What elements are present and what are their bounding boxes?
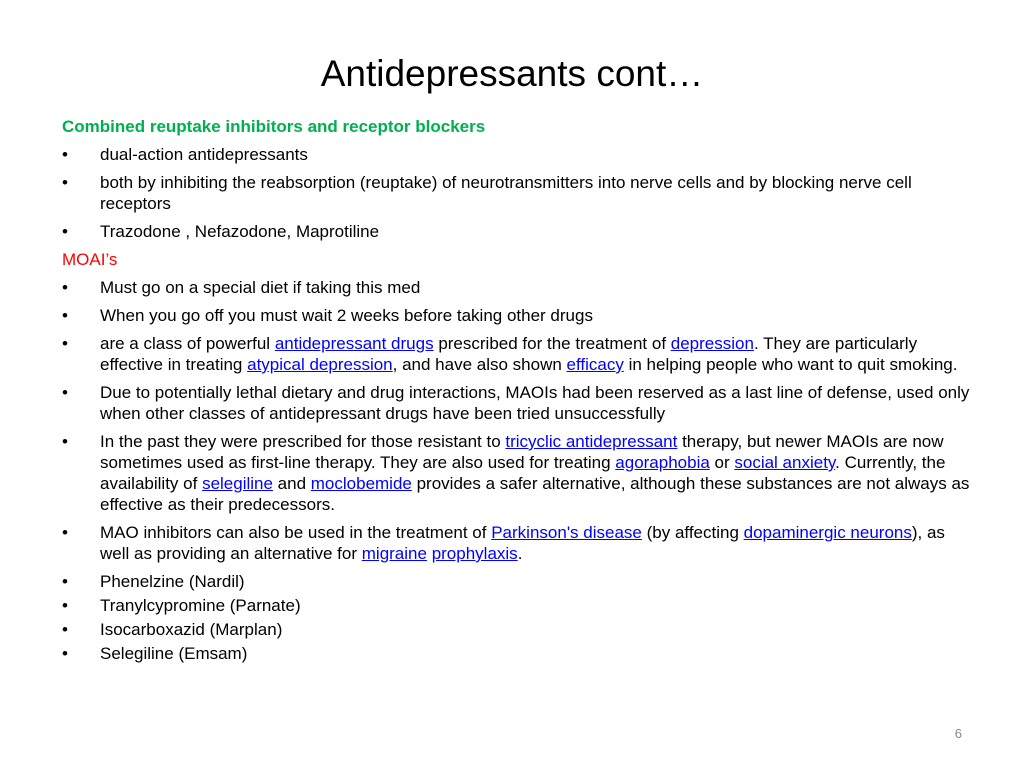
text-run: . Currently, the availability of xyxy=(100,453,946,493)
combined-inhibitors-list xyxy=(62,144,972,242)
list-item xyxy=(62,431,972,515)
text-run: . xyxy=(517,544,523,563)
link-efficacy[interactable]: efficacy xyxy=(566,355,624,374)
list-item xyxy=(62,144,972,165)
list-item-text: Tranylcypromine (Parnate) xyxy=(100,596,301,615)
bullet-icon: • xyxy=(62,306,68,325)
maoi-list xyxy=(62,277,972,664)
list-item-text: When you go off you must wait 2 weeks before taking other drugs xyxy=(100,306,593,325)
link-prophylaxis[interactable]: prophylaxis xyxy=(431,544,518,563)
text-run: . They are particularly effective in treating xyxy=(100,334,918,374)
list-item-text: Must go on a special diet if taking this med xyxy=(100,278,421,297)
text-run: prescribed for the treatment of xyxy=(433,334,671,353)
page-number: 6 xyxy=(954,726,962,741)
text-run: or xyxy=(709,453,735,472)
bullet-icon: • xyxy=(62,383,68,402)
list-item xyxy=(62,382,972,424)
section-heading-maoi: MOAI’s xyxy=(62,250,118,269)
bullet-icon: • xyxy=(62,278,68,297)
link-dopaminergic-neurons[interactable]: dopaminergic neurons xyxy=(743,523,912,542)
list-item-text: Trazodone , Nefazodone, Maprotiline xyxy=(100,222,380,241)
text-run: , and have also shown xyxy=(392,355,567,374)
link-social-anxiety[interactable]: social anxiety xyxy=(734,453,836,472)
list-item xyxy=(62,172,972,214)
section-heading-combined-inhibitors: Combined reuptake inhibitors and receptor blockers xyxy=(62,117,486,136)
bullet-icon: • xyxy=(62,145,68,164)
list-item xyxy=(62,333,972,375)
link-migraine[interactable]: migraine xyxy=(361,544,427,563)
text-run: therapy, but newer MAOIs are now sometimes used as first-line therapy. They are also used for treating xyxy=(100,432,944,472)
bullet-icon: • xyxy=(62,222,68,241)
link-moclobemide[interactable]: moclobemide xyxy=(310,474,412,493)
list-item xyxy=(62,277,972,298)
list-item-text xyxy=(100,334,957,374)
link-agoraphobia[interactable]: agoraphobia xyxy=(615,453,710,472)
list-item-text: Due to potentially lethal dietary and drug interactions, MAOIs had been reserved as a last line of defense, used only when other classes of antidepressant drugs have been tried unsuccessfully xyxy=(100,383,970,423)
list-item xyxy=(62,595,972,616)
list-item-text: Isocarboxazid (Marplan) xyxy=(100,620,283,639)
list-item xyxy=(62,305,972,326)
slide-body xyxy=(62,116,972,667)
text-run: provides a safer alternative, although these substances are not always as effective as their predecessors. xyxy=(100,474,970,514)
bullet-icon: • xyxy=(62,432,68,451)
bullet-icon: • xyxy=(62,596,68,615)
list-item-text xyxy=(100,432,969,514)
list-item xyxy=(62,619,972,640)
link-atypical-depression[interactable]: atypical depression xyxy=(247,355,393,374)
bullet-icon: • xyxy=(62,644,68,663)
link-parkinsons-disease[interactable]: Parkinson's disease xyxy=(491,523,642,542)
list-item-text: both by inhibiting the reabsorption (reuptake) of neurotransmitters into nerve cells and by blocking nerve cell receptors xyxy=(100,173,912,213)
text-run: In the past they were prescribed for those resistant to xyxy=(100,432,506,451)
text-run: are a class of powerful xyxy=(100,334,275,353)
slide-title: Antidepressants cont… xyxy=(320,53,704,94)
list-item xyxy=(62,221,972,242)
text-run: and xyxy=(272,474,311,493)
bullet-icon: • xyxy=(62,334,68,353)
link-depression[interactable]: depression xyxy=(670,334,754,353)
bullet-icon: • xyxy=(62,572,68,591)
text-run: (by affecting xyxy=(641,523,744,542)
link-antidepressant-drugs[interactable]: antidepressant drugs xyxy=(274,334,434,353)
bullet-icon: • xyxy=(62,620,68,639)
link-selegiline[interactable]: selegiline xyxy=(202,474,273,493)
list-item-text xyxy=(100,523,945,563)
text-run: ), as well as providing an alternative for xyxy=(100,523,945,563)
bullet-icon: • xyxy=(62,523,68,542)
list-item-text: dual-action antidepressants xyxy=(100,145,308,164)
list-item xyxy=(62,571,972,592)
text-run: MAO inhibitors can also be used in the treatment of xyxy=(100,523,492,542)
list-item-text: Selegiline (Emsam) xyxy=(100,644,248,663)
text-run: in helping people who want to quit smoking. xyxy=(623,355,958,374)
link-tricyclic-antidepressant[interactable]: tricyclic antidepressant xyxy=(505,432,678,451)
list-item-text: Phenelzine (Nardil) xyxy=(100,572,245,591)
list-item xyxy=(62,643,972,664)
bullet-icon: • xyxy=(62,173,68,192)
list-item xyxy=(62,522,972,564)
